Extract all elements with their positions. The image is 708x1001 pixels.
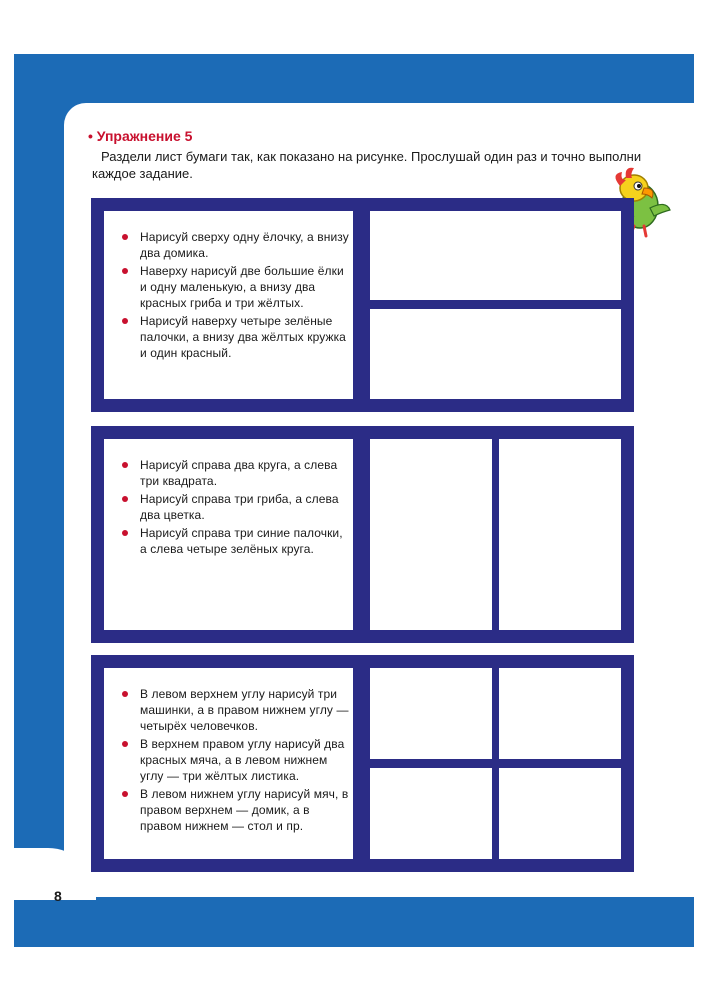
red-dot-icon: [122, 741, 128, 747]
exercise-card-2: [91, 426, 634, 643]
task-list: [120, 457, 352, 559]
task-item: Нарисуй сверху одну ёлочку, а внизу два домика.: [120, 229, 352, 261]
task-item: Нарисуй справа три синие палочки, а слева четыре зелёных круга.: [120, 525, 352, 557]
task-item: Наверху нарисуй две большие ёлки и одну маленькую, а внизу два красных гриба и три жёлтых.: [120, 263, 352, 311]
drawing-area-bottom-right: [499, 768, 621, 859]
task-item: В левом нижнем углу нарисуй мяч, в правом верхнем — домик, а в правом нижнем — стол и пр.: [120, 786, 352, 834]
drawing-area-bottom-left: [370, 768, 492, 859]
task-item: Нарисуй наверху четыре зелёные палочки, а внизу два жёлтых кружка и один красный.: [120, 313, 352, 361]
task-text-panel: [104, 211, 353, 399]
drawing-area-left: [370, 439, 492, 630]
task-item: В верхнем правом углу нарисуй два красных мяча, а в левом нижнем углу — три жёлтых листика.: [120, 736, 352, 784]
exercise-card-3: [91, 655, 634, 872]
red-dot-icon: [122, 318, 128, 324]
exercise-title: • Упражнение 5: [88, 128, 193, 144]
exercise-card-1: [91, 198, 634, 412]
red-dot-icon: [122, 268, 128, 274]
task-list: [120, 229, 352, 363]
red-dot-icon: [122, 791, 128, 797]
red-dot-icon: [122, 234, 128, 240]
task-list: [120, 686, 352, 836]
task-item: В левом верхнем углу нарисуй три машинки, а в правом нижнем углу — четырёх человечков.: [120, 686, 352, 734]
drawing-area-top-left: [370, 668, 492, 759]
task-text-panel: [104, 668, 353, 859]
red-dot-icon: [122, 462, 128, 468]
task-item: Нарисуй справа два круга, а слева три квадрата.: [120, 457, 352, 489]
task-text-panel: [104, 439, 353, 630]
drawing-area-top-right: [499, 668, 621, 759]
red-dot-icon: [122, 530, 128, 536]
drawing-area-top: [370, 211, 621, 300]
red-dot-icon: [122, 496, 128, 502]
page-number: 8: [54, 888, 62, 904]
red-dot-icon: [122, 691, 128, 697]
exercise-intro: Раздели лист бумаги так, как показано на рисунке. Прослушай один раз и точно выполни каждое задание.: [92, 149, 642, 181]
drawing-area-right: [499, 439, 621, 630]
task-item: Нарисуй справа три гриба, а слева два цветка.: [120, 491, 352, 523]
drawing-area-bottom: [370, 309, 621, 399]
